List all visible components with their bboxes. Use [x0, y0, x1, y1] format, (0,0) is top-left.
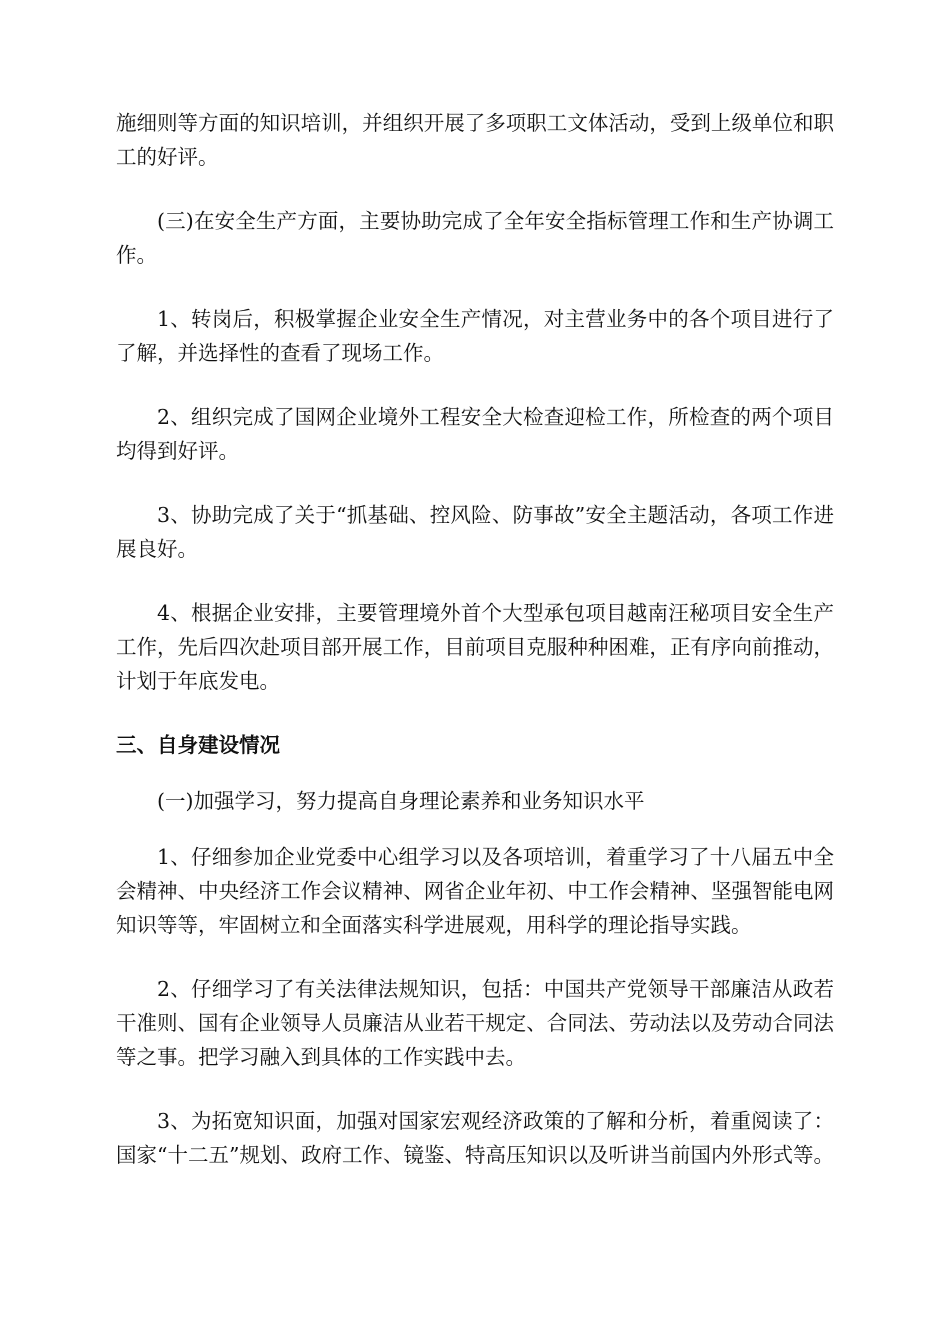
paragraph-study-3: 3、为拓宽知识面，加强对国家宏观经济政策的了解和分析，着重阅读了：国家“十二五”规划、政府工作、镜鉴、特高压知识以及听讲当前国内外形式等。: [116, 1109, 834, 1167]
paragraph-item-3: 3、协助完成了关于“抓基础、控风险、防事故”安全主题活动，各项工作进展良好。: [116, 503, 834, 561]
paragraph-subheading-study: (一)加强学习，努力提高自身理论素养和业务知识水平: [157, 789, 645, 813]
paragraph-safety-production: (三)在安全生产方面，主要协助完成了全年安全指标管理工作和生产协调工作。: [116, 209, 834, 267]
paragraph-study-2: 2、仔细学习了有关法律法规知识，包括：中国共产党领导干部廉洁从政若干准则、国有企业领导人员廉洁从业若干规定、合同法、劳动法以及劳动合同法等之事。把学习融入到具体的工作实践中去。: [116, 977, 834, 1069]
section-heading: 三、自身建设情况: [116, 733, 280, 757]
paragraph-item-2: 2、组织完成了国网企业境外工程安全大检查迎检工作，所检查的两个项目均得到好评。: [116, 405, 834, 463]
paragraph-item-1: 1、转岗后，积极掌握企业安全生产情况，对主营业务中的各个项目进行了了解，并选择性的查看了现场工作。: [116, 307, 834, 365]
paragraph-training-continued: 施细则等方面的知识培训，并组织开展了多项职工文体活动，受到上级单位和职工的好评。: [116, 111, 834, 169]
paragraph-item-4: 4、根据企业安排，主要管理境外首个大型承包项目越南汪秘项目安全生产工作，先后四次赴项目部开展工作，目前项目克服种种困难，正有序向前推动，计划于年底发电。: [116, 601, 834, 693]
paragraph-study-1: 1、仔细参加企业党委中心组学习以及各项培训，着重学习了十八届五中全会精神、中央经济工作会议精神、网省企业年初、中工作会精神、坚强智能电网知识等等，牢固树立和全面落实科学进展观，用科学的理论指导实践。: [116, 845, 834, 937]
